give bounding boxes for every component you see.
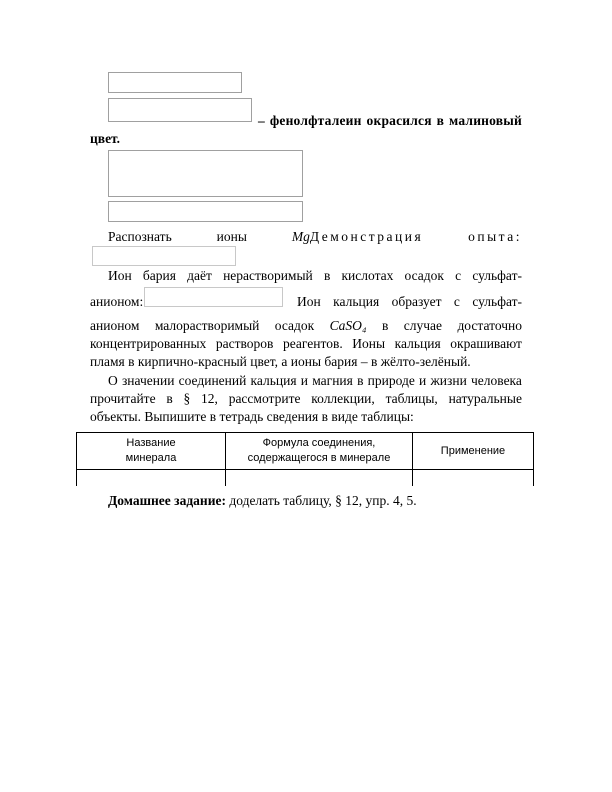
col-mineral-name: Название минерала (77, 433, 226, 470)
p2-line-2 (90, 391, 522, 407)
word: § (183, 391, 191, 406)
image-placeholder-3 (108, 150, 303, 197)
p2-line-1 (108, 373, 522, 389)
image-placeholder-5 (92, 246, 236, 266)
word: – (258, 113, 265, 128)
word: 12, (201, 391, 218, 406)
table-header-row (77, 433, 534, 470)
word: реагентов. (283, 336, 343, 351)
word: кальция (250, 373, 297, 388)
word: осадок (404, 268, 444, 283)
word: сульфат- (472, 268, 522, 283)
word: прочитайте (90, 391, 156, 406)
word: кислотах (341, 268, 394, 283)
word: в (357, 373, 364, 388)
phenolphthalein-line-end: цвет. (90, 131, 121, 146)
word: осадок (274, 318, 315, 333)
word: Ионы (352, 336, 386, 351)
word: таблицы, (385, 391, 438, 406)
word: соединений (178, 373, 247, 388)
word: в (166, 391, 173, 406)
word: натуральные (448, 391, 522, 406)
word: Ион (297, 294, 321, 309)
word: малорастворимый (154, 318, 260, 333)
word: бария (142, 268, 176, 283)
word: сульфат- (472, 294, 522, 309)
word: малиновый (449, 113, 522, 128)
word: с (453, 294, 460, 309)
col-application: Применение (413, 433, 534, 470)
phenolphthalein-line (258, 113, 522, 129)
word: окрашивают (450, 336, 522, 351)
word: и (419, 373, 427, 388)
word: достаточно (457, 318, 522, 333)
word: значении (121, 373, 175, 388)
word: в (381, 318, 389, 333)
word: в (323, 268, 331, 283)
word: в (436, 113, 445, 128)
word: кальция (333, 294, 380, 309)
word: коллекции, (311, 391, 375, 406)
image-placeholder-2 (108, 98, 252, 122)
image-placeholder-4 (108, 201, 303, 222)
word: кальция (394, 336, 441, 351)
caso4-formula: CaSO₄ (329, 318, 367, 333)
word: фенолфталеин (269, 113, 362, 128)
p1-line-3 (90, 318, 522, 334)
word: образует (391, 294, 442, 309)
word: с (455, 268, 462, 283)
minerals-table (76, 432, 534, 486)
word: О (108, 373, 118, 388)
word: анионом (90, 318, 140, 333)
word: человека (471, 373, 522, 388)
p1-line-1 (108, 268, 522, 284)
col-formula: Формула соединения, содержащегося в минерале (226, 433, 413, 470)
word: случае (403, 318, 443, 333)
word: концентрированных (90, 336, 207, 351)
p1-line-5: пламя в кирпично-красный цвет, а ионы бария – в жёлто-зелёный. (90, 354, 471, 369)
table-row (77, 470, 534, 487)
image-placeholder-1 (108, 72, 242, 93)
recognize-ions-line: Распознать ионы MgДемонстрация опыта: (108, 229, 522, 244)
homework-text: доделать таблицу, § 12, упр. 4, 5. (225, 493, 417, 508)
word: природе (367, 373, 415, 388)
word: рассмотрите (228, 391, 301, 406)
homework-label: Домашнее задание: (108, 493, 226, 508)
p2-line-3: объекты. Выпишите в тетрадь сведения в виде таблицы: (90, 409, 414, 424)
word: окрасился (366, 113, 432, 128)
word: нерастворимый (223, 268, 313, 283)
word: жизни (430, 373, 467, 388)
p1-line-2: анионом: (90, 294, 144, 309)
word: и (300, 373, 309, 388)
word: Ион (108, 268, 132, 283)
homework-line (108, 493, 540, 509)
word: магния (312, 373, 353, 388)
word: даёт (187, 268, 212, 283)
p1-line-4 (90, 336, 522, 352)
word: растворов (215, 336, 274, 351)
p1-line-2-rest (297, 294, 522, 310)
mg-formula: Mg (291, 229, 310, 244)
